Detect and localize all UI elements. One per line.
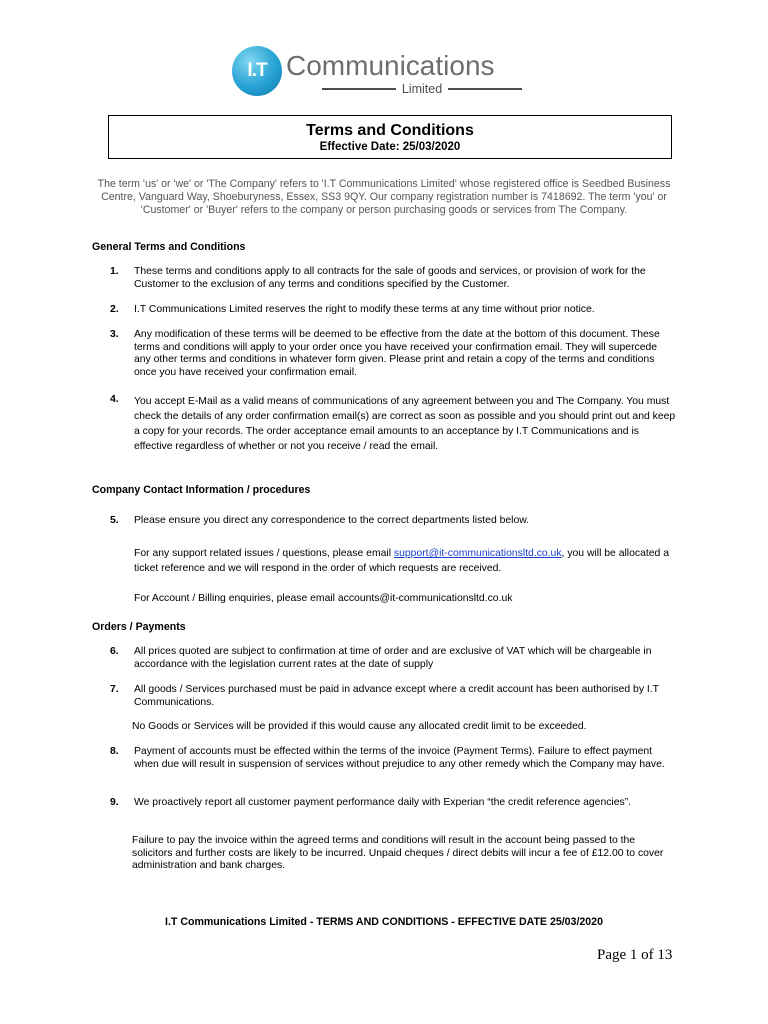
item-text: These terms and conditions apply to all contracts for the sale of goods and services, or provision of work for the Customer to the exclusion of any terms and conditions specified by the Customer. [134, 266, 646, 290]
item-text: I.T Communications Limited reserves the right to modify these terms at any time without prior notice. [134, 304, 595, 315]
item-number: 3. [110, 329, 119, 340]
logo-rule-left [322, 88, 396, 90]
late-payment-note: Failure to pay the invoice within the agreed terms and conditions will result in the account being passed to the solicitors and further costs are likely to be incurred. Unpaid cheques / direct debits will incur a fee of £12.00 to cover administration and bank charges. [132, 835, 664, 872]
list-item [110, 304, 676, 317]
effective-date: Effective Date: 25/03/2020 [319, 141, 461, 153]
intro-paragraph: The term 'us' or 'we' or 'The Company' refers to 'I.T Communications Limited' whose registered office is Seedbed Business Centre, Vanguard Way, Shoeburyness, Essex, SS3 9QY. Our company registration number is 7418692. The term 'you' or 'Customer' or 'Buyer' refers to the company or person purchasing goods or services from The Company. [97, 178, 671, 216]
support-text-pre: For any support related issues / questions, please email [134, 548, 394, 559]
logo-name: Communications [286, 50, 495, 81]
company-logo [232, 44, 532, 100]
item-text: Payment of accounts must be effected within the terms of the invoice (Payment Terms). Failure to effect payment when due will result in suspension of services without prejudice to any other remedy which the Company may have. [134, 746, 665, 770]
item-number: 6. [110, 646, 119, 657]
list-item [110, 646, 676, 671]
page-number: Page 1 of 13 [597, 947, 673, 963]
item-text: You accept E-Mail as a valid means of communications of any agreement between you and The Company. You must check the details of any order confirmation email(s) are correct as soon as possible and you should print out and keep a copy for your records. The order acceptance email amounts to an acceptance by I.T Communications and is effective regardless of whether or not you receive / read the email. [134, 396, 676, 452]
list-item [110, 746, 676, 771]
list-item [110, 515, 676, 528]
item-number: 2. [110, 304, 119, 315]
title-box [108, 115, 672, 159]
logo-subtitle-text: Limited [401, 82, 443, 96]
section-heading-contact: Company Contact Information / procedures [92, 484, 311, 496]
billing-paragraph: For Account / Billing enquiries, please email accounts@it-communicationsltd.co.uk [134, 593, 513, 604]
item-text: Any modification of these terms will be deemed to be effective from the date at the bottom of this document. These terms and conditions will apply to your order once you have received your confirmation email. They will supercede any other terms and conditions in whatever form given. Please print and retain a copy of the terms and conditions once you have received your confirmation email. [134, 329, 660, 378]
item-number: 7. [110, 684, 119, 695]
list-item [110, 329, 676, 379]
list-item [110, 266, 676, 291]
support-text-post: , you will be allocated a ticket reference and we will respond in the order of which requests are received. [134, 548, 669, 574]
list-item [110, 797, 676, 810]
item-text: We proactively report all customer payment performance daily with Experian “the credit reference agencies”. [134, 797, 632, 808]
credit-limit-note: No Goods or Services will be provided if this would cause any allocated credit limit to be exceeded. [132, 721, 587, 732]
page-title: Terms and Conditions [306, 122, 474, 139]
item-number: 1. [110, 266, 119, 277]
item-text: Please ensure you direct any correspondence to the correct departments listed below. [134, 515, 530, 526]
section-heading-general: General Terms and Conditions [92, 241, 246, 253]
list-item [110, 684, 676, 709]
logo-subtitle [322, 80, 522, 98]
support-paragraph [134, 547, 678, 576]
logo-rule-right [448, 88, 522, 90]
item-text: All prices quoted are subject to confirmation at time of order and are exclusive of VAT which will be chargeable in accordance with the legislation current rates at the date of supply [134, 646, 652, 670]
document-footer: I.T Communications Limited - TERMS AND CONDITIONS - EFFECTIVE DATE 25/03/2020 [165, 916, 603, 928]
item-number: 5. [110, 515, 119, 526]
list-item [110, 394, 676, 454]
item-number: 9. [110, 797, 119, 808]
item-number: 4. [110, 394, 119, 405]
support-email-link[interactable]: support@it-communicationsltd.co.uk [393, 548, 562, 559]
section-heading-orders: Orders / Payments [92, 621, 186, 633]
item-text: All goods / Services purchased must be paid in advance except where a credit account has been authorised by I.T Communications. [134, 684, 659, 708]
logo-badge: I.T [232, 46, 282, 96]
item-number: 8. [110, 746, 119, 757]
